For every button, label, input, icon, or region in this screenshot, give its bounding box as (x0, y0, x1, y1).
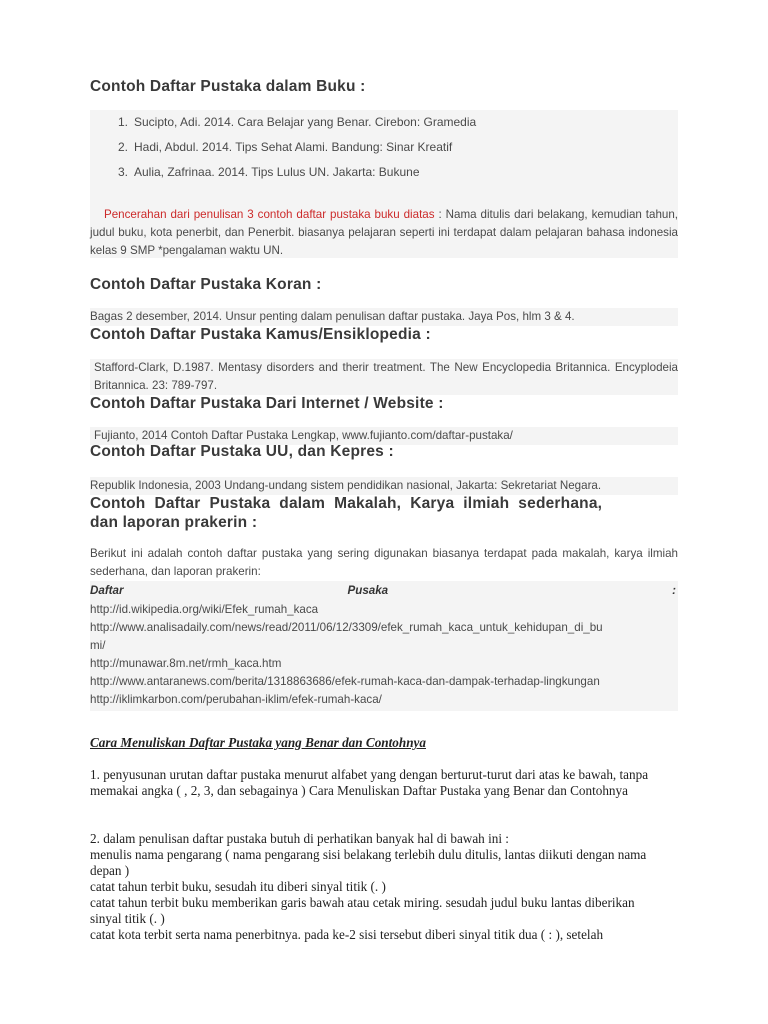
makalah-intro: Berikut ini adalah contoh daftar pustaka yang sering digunakan biasanya terdapat pada makalah, karya ilmiah sederhana, dan laporan prakerin: (90, 547, 678, 578)
heading-makalah-line1: Contoh Daftar Pustaka dalam Makalah, Karya ilmiah sederhana, (90, 495, 603, 512)
kamus-text: Stafford-Clark, D.1987. Mentasy disorders and therir treatment. The New Encyclopedia Britannica. Encyplodeia Britannica. 23: 789-797. (90, 359, 678, 395)
heading-uu: Contoh Daftar Pustaka UU, dan Kepres : (90, 443, 394, 460)
uu-text: Republik Indonesia, 2003 Undang-undang sistem pendidikan nasional, Jakarta: Sekretariat Negara. (90, 477, 678, 495)
buku-list (117, 110, 674, 185)
list-number: 2. (117, 140, 128, 154)
link-list (90, 601, 678, 709)
cara-p2-line: catat tahun terbit buku, sesudah itu diberi sinyal titik (. ) (90, 879, 386, 894)
cara-title: Cara Menuliskan Daftar Pustaka yang Benar dan Contohnya (90, 735, 426, 750)
link-item[interactable]: http://www.antaranews.com/berita/1318863686/efek-rumah-kaca-dan-dampak-terhadap-lingkungan (90, 675, 600, 688)
list-item (117, 160, 674, 185)
internet-text: Fujianto, 2014 Contoh Daftar Pustaka Lengkap, www.fujianto.com/daftar-pustaka/ (90, 427, 678, 445)
list-text: Aulia, Zafrinaa. 2014. Tips Lulus UN. Jakarta: Bukune (134, 165, 420, 179)
heading-internet: Contoh Daftar Pustaka Dari Internet / Website : (90, 395, 444, 412)
heading-makalah (90, 494, 678, 532)
link-item[interactable]: http://www.analisadaily.com/news/read/2011/06/12/3309/efek_rumah_kaca_untuk_kehidupan_di_bu (90, 621, 603, 634)
heading-koran: Contoh Daftar Pustaka Koran : (90, 276, 322, 293)
cara-p2-line: menulis nama pengarang ( nama pengarang sisi belakang terlebih dulu ditulis, lantas diikuti dengan nama depan ) (90, 847, 647, 878)
list-item (117, 135, 674, 160)
list-number: 3. (117, 165, 128, 179)
daftar-pustaka-row (90, 581, 678, 601)
cara-p2-line: catat kota terbit serta nama penerbitnya. pada ke-2 sisi tersebut diberi sinyal titik dua ( : ), setelah (90, 927, 604, 942)
heading-kamus: Contoh Daftar Pustaka Kamus/Ensiklopedia : (90, 326, 431, 343)
dp-word2: Pusaka (347, 584, 389, 597)
link-item[interactable]: http://id.wikipedia.org/wiki/Efek_rumah_kaca (90, 603, 319, 616)
link-item[interactable]: http://munawar.8m.net/rmh_kaca.htm (90, 657, 282, 670)
list-number: 1. (117, 115, 128, 129)
cara-p2 (90, 831, 682, 943)
buku-block (90, 110, 678, 258)
dp-word1: Daftar (90, 584, 124, 597)
list-text: Sucipto, Adi. 2014. Cara Belajar yang Benar. Cirebon: Gramedia (134, 115, 477, 129)
note-highlight: Pencerahan dari penulisan 3 contoh daftar pustaka buku diatas (104, 208, 435, 221)
note-text: : Nama ditulis dari belakang, kemudian tahun, judul buku, kota penerbit, dan Penerbit. biasanya pelajaran seperti ini terdapat dalam pelajaran bahasa indonesia kelas 9 SMP *pengalaman waktu UN. (90, 208, 679, 257)
link-item[interactable]: mi/ (90, 639, 106, 652)
buku-note (90, 206, 678, 260)
cara-p2-line: 2. dalam penulisan daftar pustaka butuh di perhatikan banyak hal di bawah ini : (90, 831, 509, 846)
koran-text: Bagas 2 desember, 2014. Unsur penting dalam penulisan daftar pustaka. Jaya Pos, hlm 3 & 4. (90, 308, 678, 326)
link-item[interactable]: http://iklimkarbon.com/perubahan-iklim/efek-rumah-kaca/ (90, 693, 382, 706)
cara-p2-line: catat tahun terbit buku memberikan garis bawah atau cetak miring. sesudah judul buku lantas diberikan sinyal titik (. ) (90, 895, 635, 926)
cara-p1: 1. penyusunan urutan daftar pustaka menurut alfabet yang dengan berturut-turut dari atas ke bawah, tanpa memakai angka ( , 2, 3, dan sebagainya ) Cara Menuliskan Daftar Pustaka yang Benar dan Contohnya (90, 767, 649, 798)
makalah-block (90, 581, 678, 711)
heading-buku: Contoh Daftar Pustaka dalam Buku : (90, 78, 366, 95)
list-text: Hadi, Abdul. 2014. Tips Sehat Alami. Bandung: Sinar Kreatif (134, 140, 453, 154)
dp-colon: : (672, 584, 676, 597)
heading-makalah-line2: dan laporan prakerin : (90, 514, 258, 531)
list-item (117, 110, 674, 135)
